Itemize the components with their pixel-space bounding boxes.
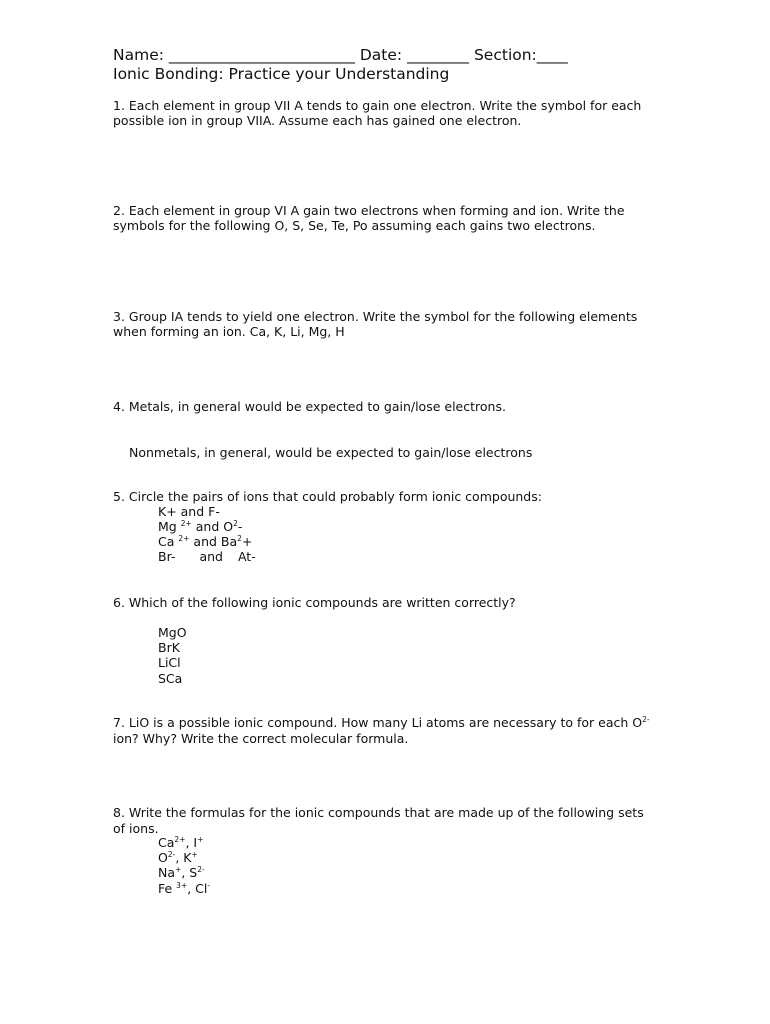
ion-pair-2-part-b: and O xyxy=(191,519,234,534)
ion-set-3-part-b: , S xyxy=(181,865,198,880)
ion-pair-4-part-b: and xyxy=(199,549,223,564)
ion-set-1-part-a: Ca xyxy=(158,835,175,850)
compound-option: BrK xyxy=(158,640,180,655)
ion-set-4-charge: 3+ xyxy=(176,881,188,890)
question-7-charge: 2- xyxy=(642,715,650,724)
ion-pair-3-charge: 2+ xyxy=(178,534,190,543)
name-field[interactable]: Name: ________________________ xyxy=(113,46,355,64)
compound-option: MgO xyxy=(158,625,187,640)
ion-set-3-charge: + xyxy=(175,865,182,874)
question-7-text: 7. LiO is a possible ionic compound. How many Li atoms are necessary to for each O xyxy=(113,715,643,730)
ion-set-2-part-b: , K xyxy=(175,850,192,865)
question-4-line-2: Nonmetals, in general, would be expected to gain/lose electrons xyxy=(129,445,533,460)
ion-set-4 xyxy=(158,881,210,896)
worksheet-header xyxy=(113,46,568,65)
ion-pair-3-part-b: and Ba xyxy=(189,534,238,549)
ion-pair-4-part-a: Br- xyxy=(158,549,176,564)
ion-pair-2-charge-2: 2 xyxy=(233,519,238,528)
ion-set-1-charge: 2+ xyxy=(174,835,186,844)
question-8-line-1: 8. Write the formulas for the ionic compounds that are made up of the following sets xyxy=(113,805,644,820)
ion-set-1-part-b: , I xyxy=(185,835,198,850)
ion-set-2-charge-2: + xyxy=(191,850,198,859)
question-8-line-2: of ions. xyxy=(113,821,159,836)
ion-pair-2-part-c: - xyxy=(237,519,243,534)
question-3-line-2: when forming an ion. Ca, K, Li, Mg, H xyxy=(113,324,345,339)
ion-pair-2-part-a: Mg xyxy=(158,519,181,534)
ion-set-4-charge-2: - xyxy=(207,881,211,890)
question-2-line-2: symbols for the following O, S, Se, Te, Po assuming each gains two electrons. xyxy=(113,218,596,233)
question-7-line-2: ion? Why? Write the correct molecular formula. xyxy=(113,731,409,746)
question-6-prompt: 6. Which of the following ionic compounds are written correctly? xyxy=(113,595,516,610)
ion-set-3-part-a: Na xyxy=(158,865,176,880)
ion-set-4-part-a: Fe xyxy=(158,881,177,896)
ion-pair-3-charge-2: 2 xyxy=(237,534,242,543)
question-3-line-1: 3. Group IA tends to yield one electron. Write the symbol for the following elements xyxy=(113,309,638,324)
question-5-prompt: 5. Circle the pairs of ions that could probably form ionic compounds: xyxy=(113,489,542,504)
page-title: Ionic Bonding: Practice your Understanding xyxy=(113,65,450,83)
ion-pair-3 xyxy=(158,534,252,549)
ion-pair-1: K+ and F- xyxy=(158,504,220,519)
compound-option: LiCl xyxy=(158,655,181,670)
ion-pair-3-part-c: + xyxy=(241,534,253,549)
ion-set-3 xyxy=(158,865,205,880)
question-7-line-1 xyxy=(113,715,650,730)
ion-set-2 xyxy=(158,850,198,865)
ion-set-1-charge-2: + xyxy=(197,835,204,844)
ion-pair-2 xyxy=(158,519,242,534)
section-field[interactable]: Section:____ xyxy=(473,46,568,64)
ion-pair-3-part-a: Ca xyxy=(158,534,179,549)
date-field[interactable]: Date: ________ xyxy=(359,46,470,64)
question-1-line-1: 1. Each element in group VII A tends to gain one electron. Write the symbol for each xyxy=(113,98,642,113)
ion-set-3-charge-2: 2- xyxy=(197,865,205,874)
ion-set-2-part-a: O xyxy=(158,850,168,865)
compound-option: SCa xyxy=(158,671,183,686)
question-2-line-1: 2. Each element in group VI A gain two electrons when forming and ion. Write the xyxy=(113,203,625,218)
question-4-line-1: 4. Metals, in general would be expected to gain/lose electrons. xyxy=(113,399,506,414)
question-1-line-2: possible ion in group VIIA. Assume each has gained one electron. xyxy=(113,113,522,128)
ion-set-1 xyxy=(158,835,203,850)
ion-pair-2-charge: 2+ xyxy=(180,519,192,528)
ion-pair-4-part-c: At- xyxy=(237,549,256,564)
ion-set-4-part-b: , Cl xyxy=(187,881,208,896)
ion-pair-4 xyxy=(158,549,256,564)
ion-set-2-charge: 2- xyxy=(167,850,176,859)
